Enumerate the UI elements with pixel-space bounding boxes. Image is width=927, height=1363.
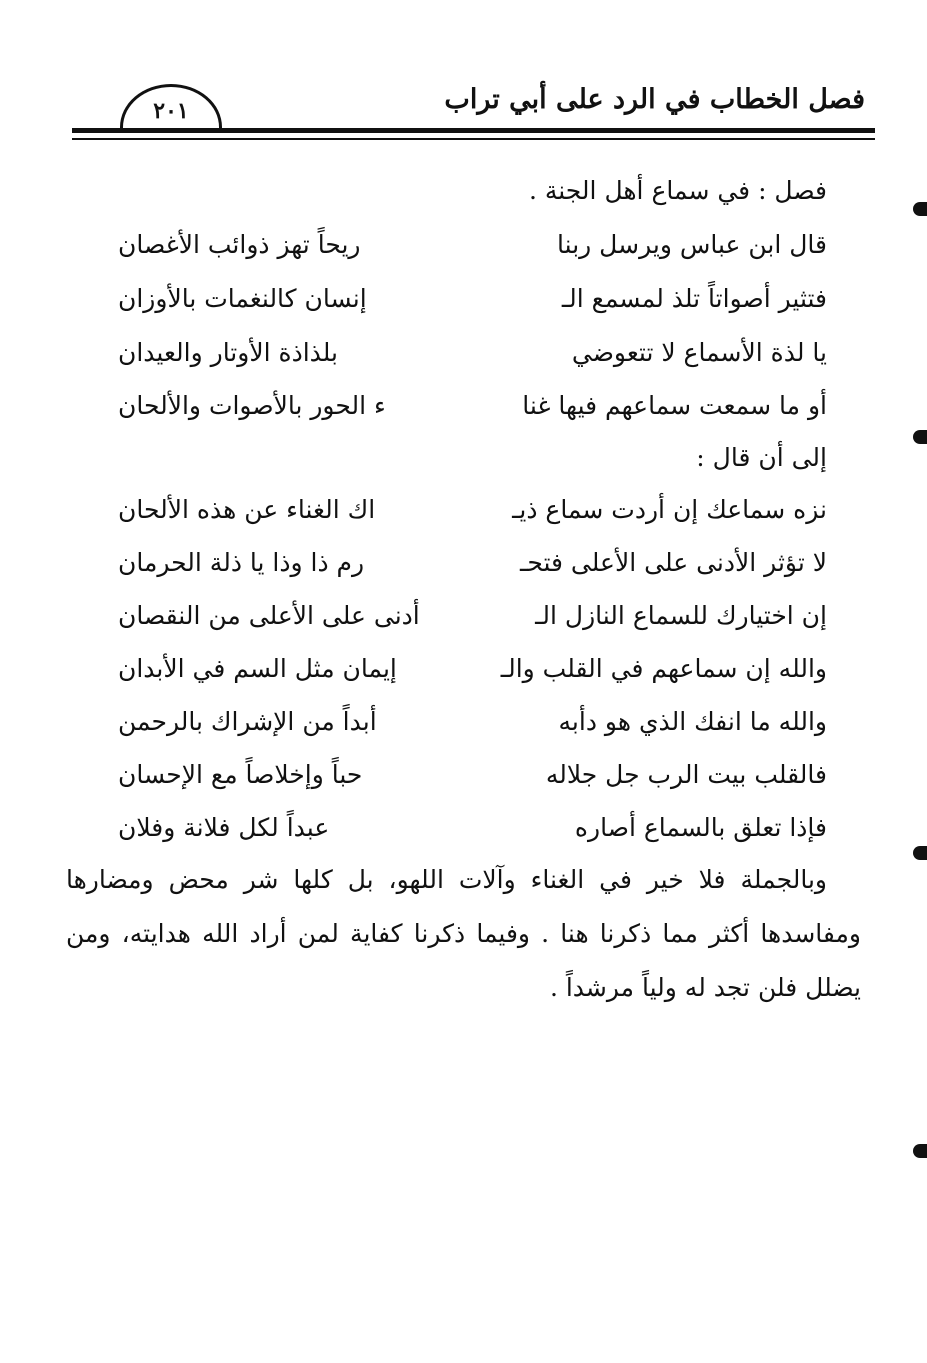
- section-heading: فصل : في سماع أهل الجنة .: [528, 176, 827, 205]
- verse-right-hemistich: إن اختيارك للسماع النازل الـ: [535, 601, 827, 630]
- closing-paragraph: وبالجملة فلا خير في الغناء وآلات اللهو، بل كلها شر محض ومضارها ومفاسدها أكثر مما ذكرنا هنا . وفيما ذكرنا كفاية لمن أراد الله هدايته، ومن يضلل فلن تجد له ولياً مرشداً .: [66, 865, 861, 1002]
- verse-left-hemistich: حباً وإخلاصاً مع الإحسان: [118, 760, 363, 789]
- header-rule-thin: [72, 138, 875, 140]
- transition-text: إلى أن قال :: [696, 443, 827, 472]
- verse-right-hemistich: فتثير أصواتاً تلذ لمسمع الـ: [561, 284, 827, 313]
- verse-right-hemistich: والله إن سماعهم في القلب والـ: [500, 654, 827, 683]
- verse-right-hemistich: أو ما سمعت سماعهم فيها غنا: [522, 391, 827, 420]
- verse-left-hemistich: أبداً من الإشراك بالرحمن: [118, 707, 377, 736]
- verse-left-hemistich: ء الحور بالأصوات والألحان: [118, 391, 386, 420]
- verse-left-hemistich: أدنى على الأعلى من النقصان: [118, 601, 420, 630]
- verse-right-hemistich: نزه سماعك إن أردت سماع ذيـ: [512, 495, 827, 524]
- verse-right-hemistich: قال ابن عباس ويرسل ربنا: [557, 230, 827, 259]
- margin-mark: [913, 202, 927, 216]
- running-title: فصل الخطاب في الرد على أبي تراب: [444, 84, 865, 115]
- margin-mark: [913, 1144, 927, 1158]
- header-rule-thick: [72, 128, 875, 133]
- verse-left-hemistich: إنسان كالنغمات بالأوزان: [118, 284, 367, 313]
- verse-left-hemistich: رم ذا وذا يا ذلة الحرمان: [118, 548, 365, 577]
- verse-left-hemistich: اك الغناء عن هذه الألحان: [118, 495, 376, 524]
- margin-mark: [913, 846, 927, 860]
- verse-left-hemistich: إيمان مثل السم في الأبدان: [118, 654, 397, 683]
- verse-right-hemistich: فإذا تعلق بالسماع أصاره: [574, 813, 827, 842]
- verse-left-hemistich: عبداً لكل فلانة وفلان: [118, 813, 330, 842]
- verse-right-hemistich: يا لذة الأسماع لا تتعوضي: [571, 338, 827, 367]
- verse-left-hemistich: بلذاذة الأوتار والعيدان: [118, 338, 339, 367]
- verse-left-hemistich: ريحاً تهز ذوائب الأغصان: [118, 230, 361, 259]
- verse-right-hemistich: لا تؤثر الأدنى على الأعلى فتحـ: [520, 548, 827, 577]
- page-number: ٢٠١: [120, 84, 222, 128]
- margin-mark: [913, 430, 927, 444]
- verse-right-hemistich: فالقلب بيت الرب جل جلاله: [545, 760, 827, 789]
- verse-right-hemistich: والله ما انفك الذي هو دأبه: [558, 707, 827, 736]
